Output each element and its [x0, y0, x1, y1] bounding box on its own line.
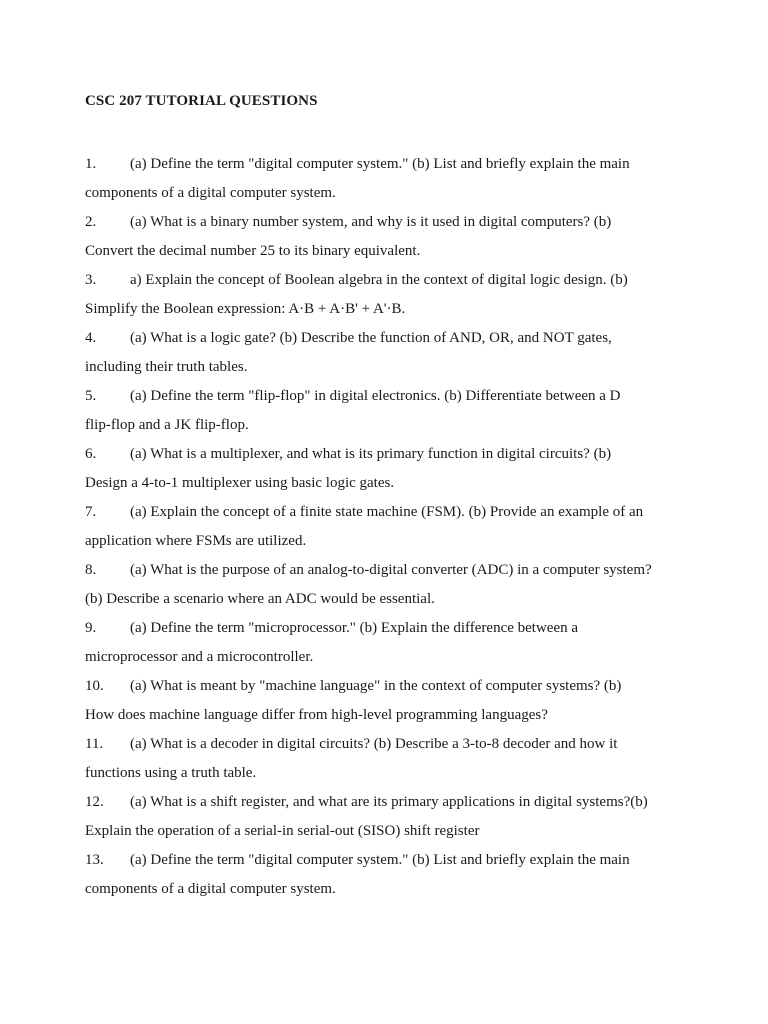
question-number: 2.: [85, 214, 97, 230]
question-number: 5.: [85, 388, 97, 404]
question-number: 1.: [85, 156, 97, 172]
question-text-line2: application where FSMs are utilized.: [85, 533, 307, 549]
question-text-line1: (a) What is the purpose of an analog-to-digital converter (ADC) in a computer system?: [130, 562, 652, 578]
question-first-line: [85, 498, 725, 527]
question-text-line2: functions using a truth table.: [85, 765, 257, 781]
question-item: [85, 440, 725, 498]
question-item: [85, 730, 725, 788]
question-first-line: [85, 208, 725, 237]
question-first-line: [85, 614, 725, 643]
question-item: [85, 266, 725, 324]
question-item: [85, 672, 725, 730]
question-text-line1: (a) Define the term "digital computer system." (b) List and briefly explain the main: [130, 156, 630, 172]
question-item: [85, 788, 725, 846]
question-text-line2: microprocessor and a microcontroller.: [85, 649, 314, 665]
question-first-line: [85, 440, 725, 469]
question-text-line2: components of a digital computer system.: [85, 185, 336, 201]
question-first-line: [85, 266, 725, 295]
question-text-line1: (a) What is a logic gate? (b) Describe the function of AND, OR, and NOT gates,: [130, 330, 612, 346]
question-text-line1: (a) What is a binary number system, and why is it used in digital computers? (b): [130, 214, 612, 230]
question-text-line2: Convert the decimal number 25 to its binary equivalent.: [85, 243, 421, 259]
question-first-line: [85, 382, 725, 411]
question-first-line: [85, 324, 725, 353]
question-item: [85, 556, 725, 614]
question-text-line1: (a) Define the term "digital computer system." (b) List and briefly explain the main: [130, 852, 630, 868]
question-number: 6.: [85, 446, 97, 462]
question-item: [85, 382, 725, 440]
question-list: [85, 150, 725, 904]
question-text-line2: Design a 4-to-1 multiplexer using basic logic gates.: [85, 475, 395, 491]
question-number: 11.: [85, 736, 104, 752]
question-text-line2: including their truth tables.: [85, 359, 248, 375]
question-first-line: [85, 556, 725, 585]
document-title: CSC 207 TUTORIAL QUESTIONS: [85, 93, 318, 109]
question-text-line2: How does machine language differ from high-level programming languages?: [85, 707, 548, 723]
question-text-line1: a) Explain the concept of Boolean algebra in the context of digital logic design. (b): [130, 272, 628, 288]
question-number: 3.: [85, 272, 97, 288]
question-number: 13.: [85, 852, 104, 868]
question-item: [85, 498, 725, 556]
question-text-line1: (a) What is meant by "machine language" in the context of computer systems? (b): [130, 678, 622, 694]
question-item: [85, 614, 725, 672]
question-text-line1: (a) What is a decoder in digital circuits? (b) Describe a 3-to-8 decoder and how it: [130, 736, 618, 752]
question-first-line: [85, 672, 725, 701]
question-text-line2: (b) Describe a scenario where an ADC would be essential.: [85, 591, 435, 607]
question-number: 9.: [85, 620, 97, 636]
question-text-line1: (a) What is a multiplexer, and what is its primary function in digital circuits? (b): [130, 446, 612, 462]
question-item: [85, 150, 725, 208]
question-text-line2: components of a digital computer system.: [85, 881, 336, 897]
question-text-line2: Simplify the Boolean expression: A·B + A·B' + A'·B.: [85, 301, 406, 317]
question-first-line: [85, 150, 725, 179]
question-text-line2: flip-flop and a JK flip-flop.: [85, 417, 249, 433]
question-text-line2: Explain the operation of a serial-in serial-out (SISO) shift register: [85, 823, 480, 839]
question-text-line1: (a) What is a shift register, and what are its primary applications in digital systems?(b): [130, 794, 648, 810]
question-item: [85, 208, 725, 266]
question-text-line1: (a) Define the term "flip-flop" in digital electronics. (b) Differentiate between a D: [130, 388, 621, 404]
question-first-line: [85, 730, 725, 759]
question-number: 7.: [85, 504, 97, 520]
question-number: 10.: [85, 678, 104, 694]
question-text-line1: (a) Define the term "microprocessor." (b) Explain the difference between a: [130, 620, 579, 636]
question-number: 8.: [85, 562, 97, 578]
question-number: 4.: [85, 330, 97, 346]
question-item: [85, 846, 725, 904]
question-first-line: [85, 788, 725, 817]
question-text-line1: (a) Explain the concept of a finite state machine (FSM). (b) Provide an example of an: [130, 504, 644, 520]
question-item: [85, 324, 725, 382]
question-first-line: [85, 846, 725, 875]
question-number: 12.: [85, 794, 104, 810]
